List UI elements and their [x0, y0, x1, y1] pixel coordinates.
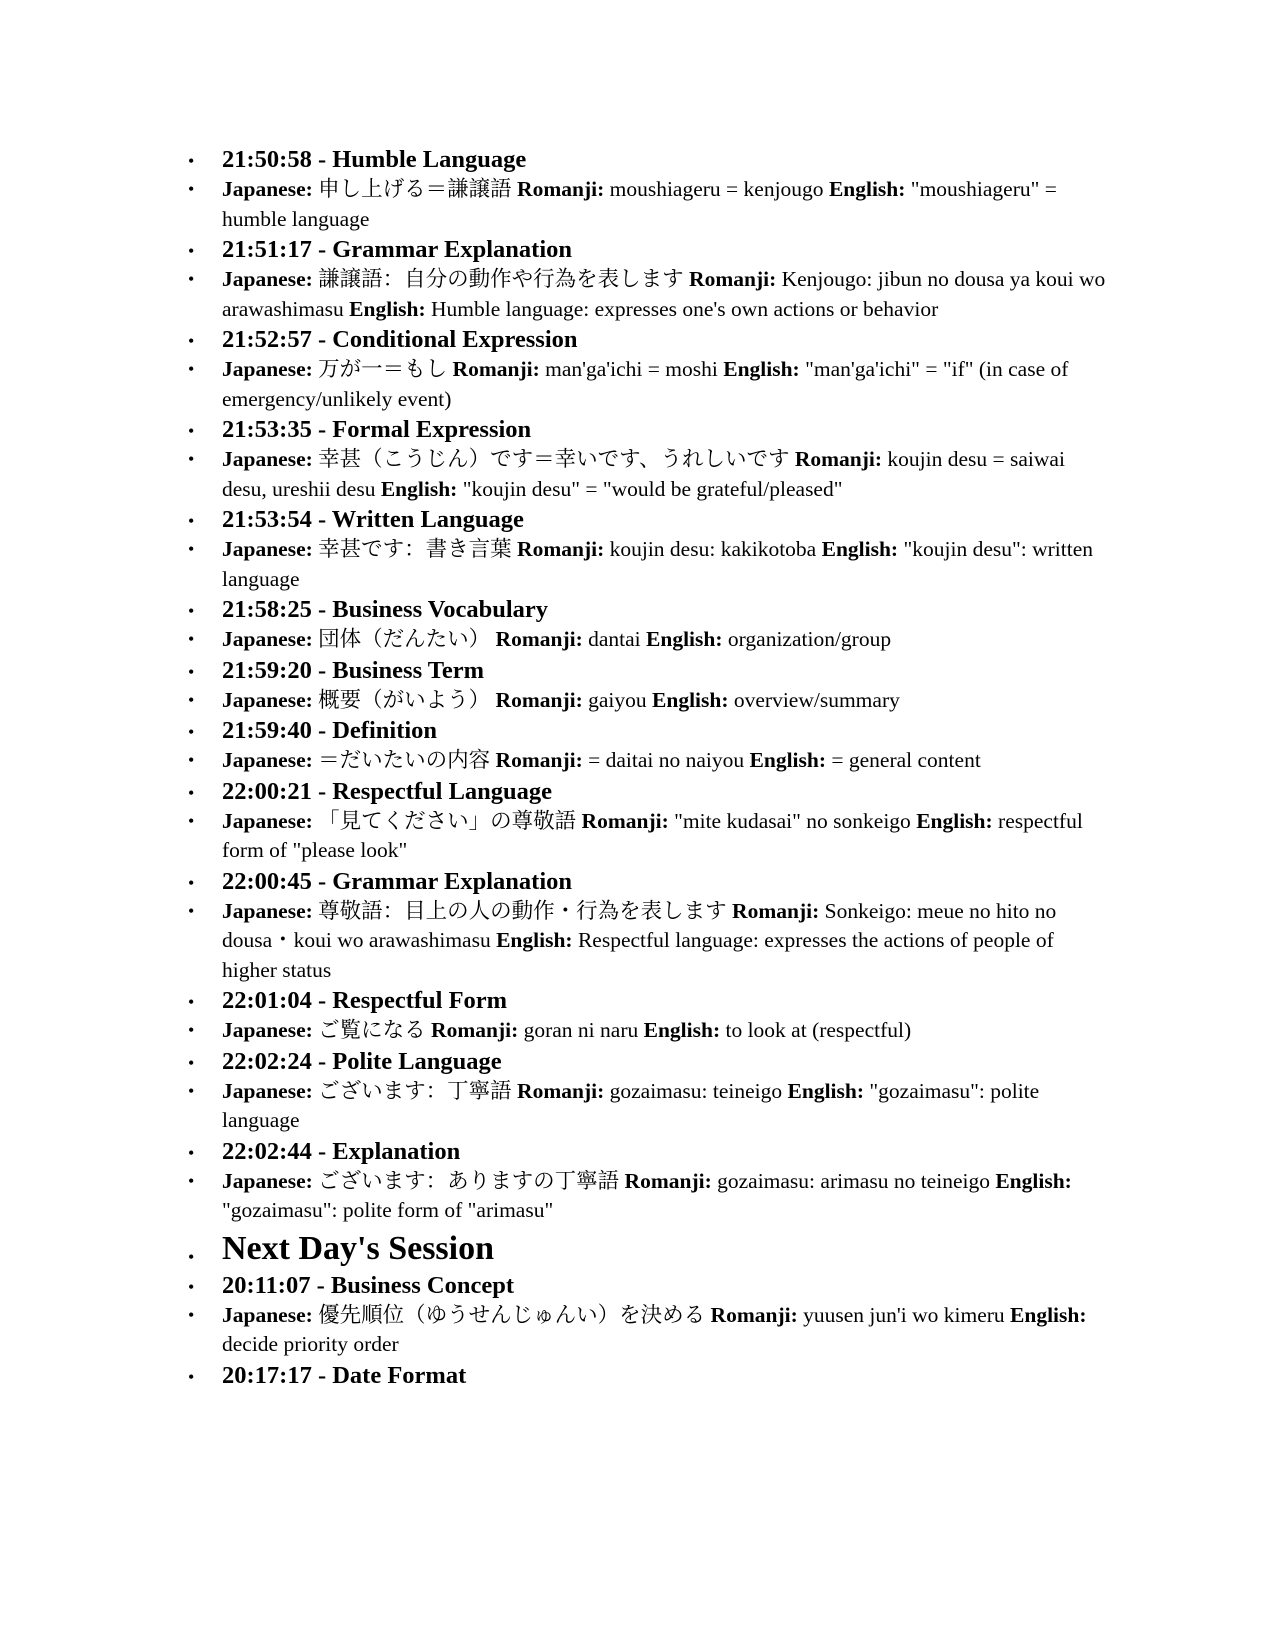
romanji-label: Romanji:	[710, 1302, 798, 1327]
japanese-text: ございます：ありますの丁寧語	[318, 1168, 620, 1193]
entry-heading: • 21:53:35 - Formal Expression	[174, 414, 1114, 445]
romanji-text: goran ni naru	[523, 1018, 639, 1042]
romanji-text: koujin desu: kakikotoba	[609, 537, 817, 561]
vocab-entry	[174, 897, 1114, 986]
entry-heading: • 21:52:57 - Conditional Expression	[174, 324, 1114, 355]
entry-heading: • 21:59:20 - Business Term	[174, 655, 1114, 686]
entry-heading: • 21:50:58 - Humble Language	[174, 144, 1114, 175]
japanese-text: 優先順位（ゆうせんじゅんい）を決める	[318, 1302, 706, 1327]
english-label: English:	[349, 296, 426, 321]
romanji-text: koujin desu = saiwai desu, ureshii desu	[222, 447, 1065, 501]
vocab-entry	[174, 1167, 1114, 1226]
romanji-text: dantai	[588, 627, 641, 651]
english-label: English:	[821, 537, 899, 561]
english-text: overview/summary	[733, 687, 900, 712]
japanese-label: Japanese:	[222, 1078, 313, 1103]
romanji-label: Romanji:	[732, 898, 820, 923]
english-text: "koujin desu": written language	[222, 537, 1094, 591]
entry-heading: • 22:01:04 - Respectful Form	[174, 985, 1114, 1016]
transcript-list	[174, 144, 1114, 1391]
english-label: English:	[723, 357, 800, 381]
japanese-text: 万が一＝もし	[318, 357, 448, 381]
japanese-label: Japanese:	[222, 357, 313, 381]
romanji-text: man'ga'ichi = moshi	[545, 357, 718, 381]
vocab-entry	[174, 1016, 1114, 1046]
japanese-text: ＝だいたいの内容	[318, 748, 491, 772]
romanji-text: Sonkeigo: meue no hito no dousa・koui wo arawashimasu	[222, 898, 1057, 952]
romanji-label: Romanji:	[495, 627, 583, 651]
english-text: "koujin desu" = "would be grateful/pleased"	[462, 476, 843, 501]
english-text: Humble language: expresses one's own actions or behavior	[431, 296, 939, 321]
japanese-label: Japanese:	[222, 808, 313, 833]
romanji-text: yuusen jun'i wo kimeru	[803, 1302, 1005, 1327]
japanese-text: 幸甚（こうじん）です＝幸いです、うれしいです	[318, 447, 790, 471]
entry-heading: • 21:51:17 - Grammar Explanation	[174, 234, 1114, 265]
english-text: decide priority order	[222, 1332, 399, 1356]
vocab-entry	[174, 625, 1114, 655]
english-label: English:	[749, 748, 826, 772]
romanji-text: gaiyou	[588, 687, 647, 712]
vocab-entry	[174, 175, 1114, 234]
japanese-text: 尊敬語：目上の人の動作・行為を表します	[318, 898, 727, 923]
english-label: English:	[652, 687, 729, 712]
romanji-label: Romanji:	[495, 748, 583, 772]
vocab-entry	[174, 445, 1114, 504]
japanese-text: 謙譲語：自分の動作や行為を表します	[318, 267, 684, 291]
romanji-label: Romanji:	[624, 1168, 712, 1193]
vocab-entry	[174, 535, 1114, 594]
japanese-label: Japanese:	[222, 1302, 313, 1327]
japanese-text: ございます：丁寧語	[318, 1078, 512, 1103]
vocab-entry	[174, 265, 1114, 324]
japanese-label: Japanese:	[222, 537, 313, 561]
japanese-label: Japanese:	[222, 1168, 313, 1193]
japanese-label: Japanese:	[222, 748, 313, 772]
romanji-label: Romanji:	[517, 537, 605, 561]
vocab-entry	[174, 746, 1114, 776]
english-label: English:	[995, 1168, 1072, 1193]
vocab-entry	[174, 807, 1114, 866]
entry-heading: • 21:58:25 - Business Vocabulary	[174, 594, 1114, 625]
romanji-text: gozaimasu: arimasu no teineigo	[717, 1168, 990, 1193]
english-label: English:	[916, 808, 993, 833]
japanese-text: 概要（がいよう）	[318, 687, 491, 712]
english-text: to look at (respectful)	[725, 1018, 912, 1042]
english-text: "man'ga'ichi" = "if" (in case of emergency/unlikely event)	[222, 357, 1069, 411]
vocab-entry	[174, 1301, 1114, 1360]
english-text: organization/group	[727, 627, 892, 651]
romanji-text: = daitai no naiyou	[588, 748, 745, 772]
japanese-label: Japanese:	[222, 687, 313, 712]
entry-heading: • 22:00:45 - Grammar Explanation	[174, 866, 1114, 897]
english-label: English:	[380, 476, 458, 501]
japanese-text: 団体（だんたい）	[318, 627, 491, 651]
japanese-label: Japanese:	[222, 898, 313, 923]
vocab-entry	[174, 1077, 1114, 1136]
entry-heading: • 21:59:40 - Definition	[174, 715, 1114, 746]
japanese-text: 「見てください」の尊敬語	[318, 808, 577, 833]
romanji-label: Romanji:	[689, 267, 777, 291]
english-label: English:	[1010, 1302, 1087, 1327]
romanji-label: Romanji:	[495, 687, 583, 712]
romanji-text: "mite kudasai" no sonkeigo	[674, 808, 911, 833]
entry-heading: • 22:02:24 - Polite Language	[174, 1046, 1114, 1077]
entry-heading: • 22:00:21 - Respectful Language	[174, 776, 1114, 807]
english-text: "gozaimasu": polite language	[222, 1078, 1040, 1132]
english-text: "moushiageru" = humble language	[222, 177, 1057, 231]
english-label: English:	[496, 928, 573, 952]
japanese-text: 申し上げる＝謙譲語	[318, 177, 512, 201]
entry-heading: • 20:11:07 - Business Concept	[174, 1270, 1114, 1301]
entry-heading: • 20:17:17 - Date Format	[174, 1360, 1114, 1391]
romanji-label: Romanji:	[431, 1018, 519, 1042]
english-text: = general content	[831, 748, 981, 772]
romanji-text: moushiageru = kenjougo	[609, 177, 824, 201]
japanese-text: ご覧になる	[318, 1018, 426, 1042]
section-heading: • Next Day's Session	[174, 1228, 1114, 1270]
entry-heading: • 21:53:54 - Written Language	[174, 504, 1114, 535]
romanji-label: Romanji:	[517, 1078, 605, 1103]
japanese-label: Japanese:	[222, 177, 313, 201]
japanese-label: Japanese:	[222, 627, 313, 651]
english-label: English:	[643, 1018, 721, 1042]
english-text: Respectful language: expresses the actions of people of higher status	[222, 928, 1054, 982]
english-text: respectful form of "please look"	[222, 808, 1083, 862]
romanji-label: Romanji:	[452, 357, 540, 381]
english-label: English:	[787, 1078, 865, 1103]
romanji-label: Romanji:	[794, 447, 883, 471]
vocab-entry	[174, 686, 1114, 716]
romanji-label: Romanji:	[581, 808, 669, 833]
vocab-entry	[174, 355, 1114, 414]
japanese-text: 幸甚です：書き言葉	[318, 537, 512, 561]
japanese-label: Japanese:	[222, 267, 313, 291]
entry-heading: • 22:02:44 - Explanation	[174, 1136, 1114, 1167]
romanji-label: Romanji:	[517, 177, 605, 201]
english-text: "gozaimasu": polite form of "arimasu"	[222, 1198, 554, 1222]
japanese-label: Japanese:	[222, 447, 313, 471]
romanji-text: Kenjougo: jibun no dousa ya koui wo arawashimasu	[222, 267, 1106, 321]
romanji-text: gozaimasu: teineigo	[609, 1078, 783, 1103]
english-label: English:	[646, 627, 723, 651]
english-label: English:	[828, 177, 906, 201]
japanese-label: Japanese:	[222, 1018, 313, 1042]
